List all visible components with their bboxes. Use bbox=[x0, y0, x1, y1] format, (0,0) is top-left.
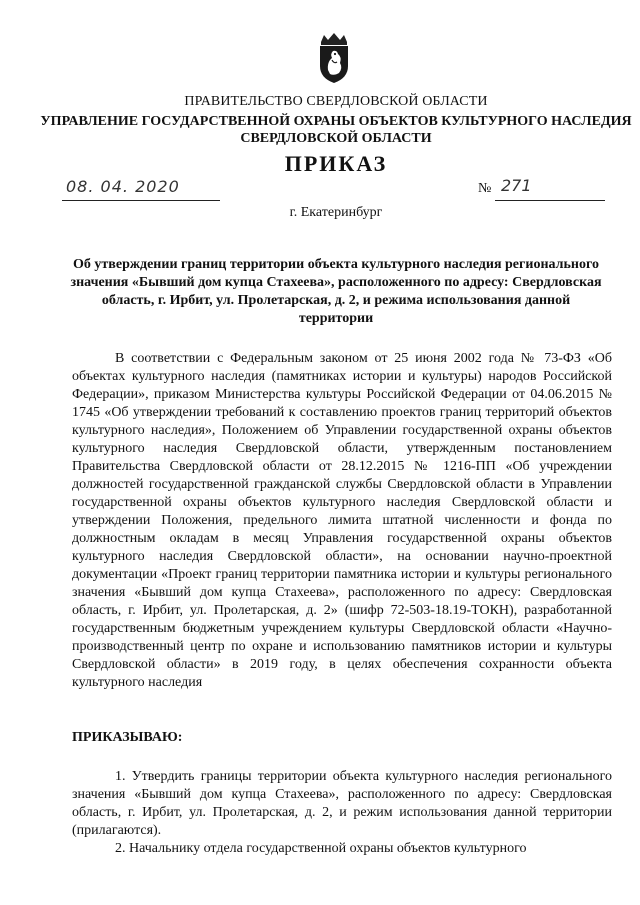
date-field bbox=[62, 177, 220, 201]
preamble-paragraph: В соответствии с Федеральным законом от 25 июня 2002 года № 73-ФЗ «Об объектах культурного наследия (памятниках истории и культуры) народов Российской Федерации», приказом Министерства культуры Российской Федерации от 04.06.2015 № 1745 «Об утверждении требований к составлению проектов границ территорий объектов культурного наследия», Положением об Управлении государственной охраны объектов культурного наследия Свердловской области, утвержденным постановлением Правительства Свердловской области от 28.12.2015 № 1216-ПП «Об учреждении должностей государственной гражданской службы Свердловской области в Управлении государственной охраны объектов культурного наследия Свердловской области и утверждении Положения, предельного лимита штатной численности и фонда по должностным окладам в месяц Управления государственной охраны объектов культурного наследия Свердловской области», на основании научно-проектной документации «Проект границ территории памятника истории и культуры регионального значения «Бывший дом купца Стахеева», расположенного по адресу: Свердловская область, г. Ирбит, ул. Пролетарская, д. 2» (шифр 72-503-18.19-ТОКН), разработанной государственным бюджетным учреждением культуры Свердловской области «Научно-производственный центр по охране и использованию памятников истории и культуры Свердловской области» в 2019 году, в целях обеспечения сохранности объекта культурного наследия bbox=[72, 351, 612, 690]
department-name-line1: УПРАВЛЕНИЕ ГОСУДАРСТВЕННОЙ ОХРАНЫ ОБЪЕКТОВ КУЛЬТУРНОГО НАСЛЕДИЯ bbox=[40, 114, 632, 129]
department-name-line2: СВЕРДЛОВСКОЙ ОБЛАСТИ bbox=[240, 131, 432, 146]
sverdlovsk-coat-of-arms-icon bbox=[315, 32, 353, 84]
order-word: ПРИКАЗЫВАЮ: bbox=[72, 730, 183, 745]
preamble-block bbox=[72, 350, 612, 692]
handwritten-number: 271 bbox=[501, 176, 532, 195]
government-name: ПРАВИТЕЛЬСТВО СВЕРДЛОВСКОЙ ОБЛАСТИ bbox=[184, 94, 488, 109]
order-title: Об утверждении границ территории объекта культурного наследия регионального значения «Бывший дом купца Стахеева», расположенного по адресу: Свердловская область, г. Ирбит, ул. Пролетарская, д. 2, и режима использования данной территории bbox=[70, 257, 602, 326]
number-field bbox=[495, 176, 605, 201]
order-items bbox=[72, 768, 612, 858]
number-label: № bbox=[478, 181, 492, 196]
department-name bbox=[0, 113, 640, 147]
document-type: ПРИКАЗ bbox=[284, 151, 388, 176]
handwritten-date: 08. 04. 2020 bbox=[66, 177, 180, 196]
order-item-1: 1. Утвердить границы территории объекта культурного наследия регионального значения «Бывший дом купца Стахеева», расположенного по адресу: Свердловская область, г. Ирбит, ул. Пролетарская, д. 2, и режим использования данной территории (прилагаются). bbox=[72, 769, 612, 838]
city: г. Екатеринбург bbox=[289, 205, 383, 220]
order-item-2: 2. Начальнику отдела государственной охраны объектов культурного bbox=[115, 841, 527, 856]
